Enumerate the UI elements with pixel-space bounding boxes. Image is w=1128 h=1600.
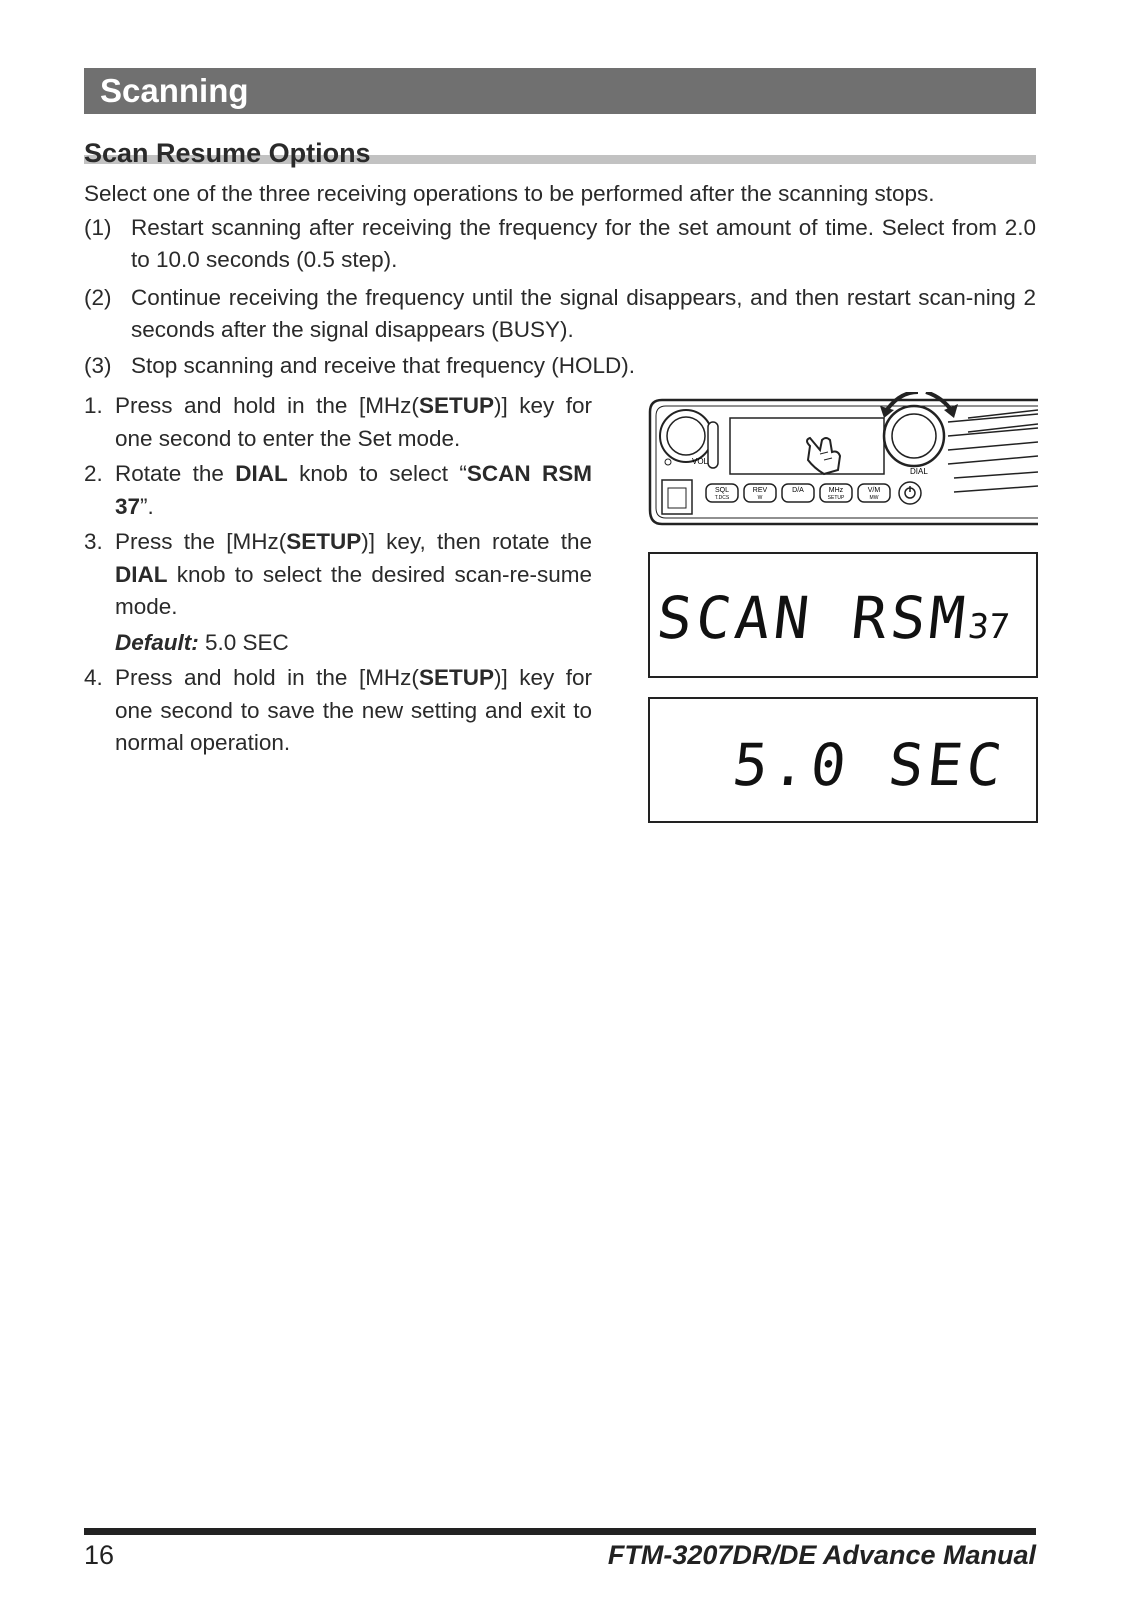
step-number: 3. <box>84 529 103 554</box>
svg-text:T.DCS: T.DCS <box>714 495 730 501</box>
svg-text:SCAN RSM: SCAN RSM <box>653 584 973 652</box>
power-button[interactable] <box>899 482 921 504</box>
svg-text:W: W <box>757 495 763 501</box>
svg-text:SETUP: SETUP <box>827 495 845 501</box>
footer-rule <box>84 1528 1036 1535</box>
section-title: Scanning <box>100 72 249 109</box>
svg-text:MHz: MHz <box>828 487 844 494</box>
mhz-setup-key[interactable] <box>820 484 852 502</box>
svg-text:SQL: SQL <box>714 487 730 494</box>
front-keys-row <box>706 484 890 502</box>
svg-text:5.0 SEC: 5.0 SEC <box>729 731 1009 799</box>
procedure-steps <box>84 390 592 763</box>
step-text: Rotate the DIAL knob to select “SCAN RSM 37”. <box>115 461 592 519</box>
default-value-line <box>115 627 592 660</box>
lcd-segment-text <box>650 699 1036 821</box>
step-1 <box>84 390 592 455</box>
microphone-jack <box>662 480 692 514</box>
step-4 <box>84 662 592 760</box>
manual-title: FTM-3207DR/DE Advance Manual <box>607 1540 1036 1570</box>
default-value: 5.0 SEC <box>198 629 289 655</box>
dial-label: DIAL <box>910 467 928 476</box>
option-text: Continue receiving the frequency until the signal disappears, and then restart scan-ning 2 seconds after the signal disappears (BUSY). <box>131 285 1036 342</box>
option-number: (3) <box>84 353 112 378</box>
subsection-header <box>84 138 1036 168</box>
option-item-2 <box>84 282 1036 346</box>
vol-label: VOL <box>692 457 709 466</box>
step-2 <box>84 458 592 523</box>
step-text: Press and hold in the [MHz(SETUP)] key for one second to enter the Set mode. <box>115 393 592 451</box>
svg-text:37: 37 <box>966 607 1012 647</box>
page-number: 16 <box>84 1540 115 1570</box>
step-3 <box>84 526 592 624</box>
dial-knob <box>880 392 958 466</box>
lcd-display-5-0-sec <box>648 697 1038 823</box>
indicator-slot <box>708 422 718 468</box>
lcd-display-scan-rsm <box>648 552 1038 678</box>
svg-text:V/M: V/M <box>867 487 881 494</box>
step-number: 1. <box>84 393 103 418</box>
heatsink-fins <box>948 410 1038 492</box>
d-a-key[interactable] <box>782 484 814 502</box>
svg-text:REV: REV <box>752 487 768 494</box>
rev-key[interactable] <box>744 484 776 502</box>
option-item-1 <box>84 212 1036 276</box>
default-label: Default: <box>115 629 199 655</box>
step-text: Press and hold in the [MHz(SETUP)] key for one second to save the new setting and exit to normal operation. <box>115 665 592 755</box>
svg-text:D/A: D/A <box>792 487 804 494</box>
sql-key[interactable] <box>706 484 738 502</box>
radio-front-panel-illustration <box>648 392 1038 532</box>
section-header-bar <box>84 68 1036 114</box>
step-number: 4. <box>84 665 103 690</box>
v-m-key[interactable] <box>858 484 890 502</box>
option-text: Restart scanning after receiving the frequency for the set amount of time. Select from 2.0 to 10.0 seconds (0.5 step). <box>131 215 1036 272</box>
option-number: (2) <box>84 285 112 310</box>
subsection-title: Scan Resume Options <box>84 138 371 168</box>
option-number: (1) <box>84 215 112 240</box>
step-number: 2. <box>84 461 103 486</box>
svg-text:MW: MW <box>869 495 879 501</box>
lcd-segment-text <box>650 554 1036 676</box>
option-text: Stop scanning and receive that frequency (HOLD). <box>131 353 636 378</box>
intro-paragraph: Select one of the three receiving operations to be performed after the scanning stops. <box>84 181 935 206</box>
step-text: Press the [MHz(SETUP)] key, then rotate the DIAL knob to select the desired scan-re-sume mode. <box>115 529 592 619</box>
option-item-3 <box>84 350 1036 382</box>
display-window <box>730 418 884 474</box>
